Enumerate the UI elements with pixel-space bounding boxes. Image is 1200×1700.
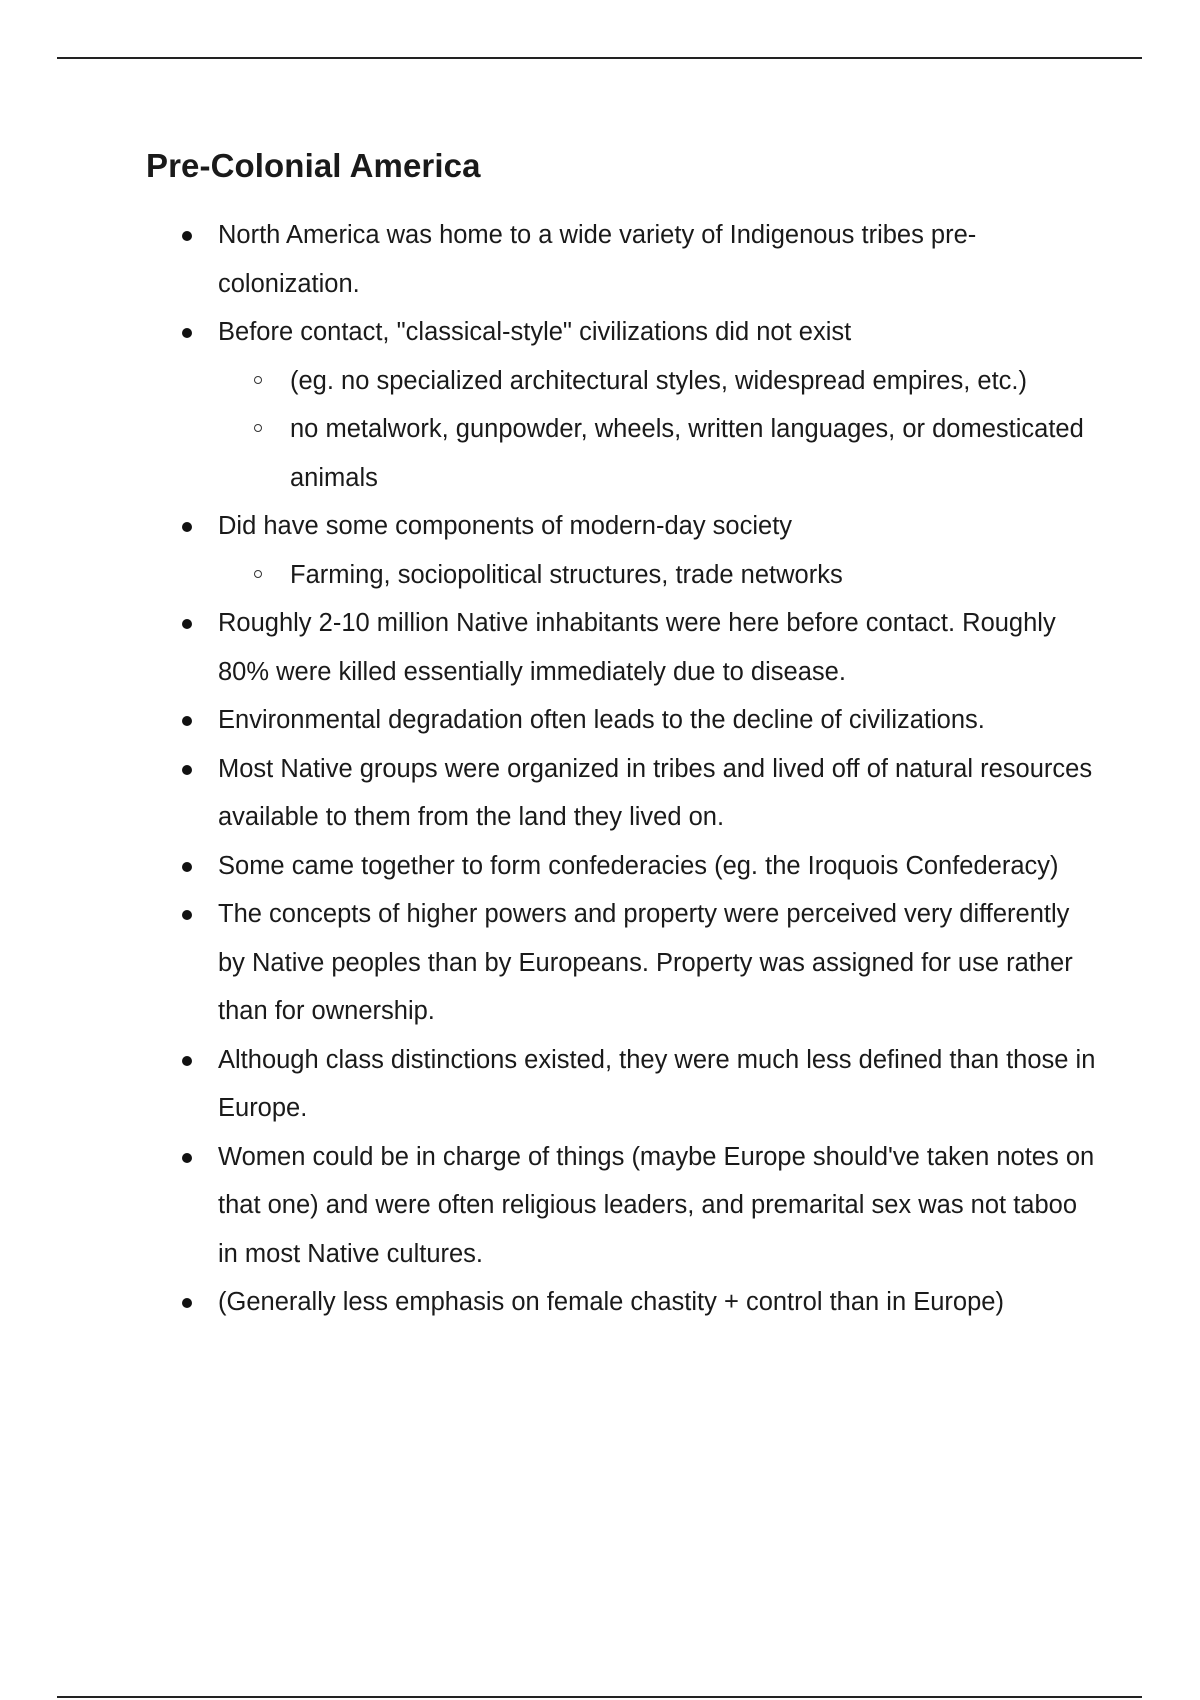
sub-list	[218, 551, 1096, 600]
list-item-text: (Generally less emphasis on female chastity + control than in Europe)	[218, 1288, 1004, 1316]
list-item	[146, 842, 1096, 891]
sub-list-item	[218, 551, 1096, 600]
bullet-icon	[182, 1153, 192, 1163]
bullet-icon	[182, 328, 192, 338]
list-item	[146, 1036, 1096, 1133]
bullet-list	[146, 211, 1096, 1327]
list-item-text: Women could be in charge of things (maybe Europe should've taken notes on that one) and were often religious leaders, and premarital sex was not taboo in most Native cultures.	[218, 1142, 1095, 1268]
page-title: Pre-Colonial America	[146, 147, 481, 184]
list-item-text: North America was home to a wide variety of Indigenous tribes pre-colonization.	[218, 221, 977, 298]
list-item	[146, 1278, 1096, 1327]
sub-list-item-text: no metalwork, gunpowder, wheels, written languages, or domesticated animals	[290, 415, 1084, 492]
list-item	[146, 745, 1096, 842]
list-item	[146, 599, 1096, 696]
top-divider	[57, 57, 1142, 59]
list-item	[146, 1133, 1096, 1279]
bullet-icon	[182, 716, 192, 726]
list-item-text: Some came together to form confederacies (eg. the Iroquois Confederacy)	[218, 851, 1059, 880]
sub-list-item-text: Farming, sociopolitical structures, trade networks	[290, 560, 843, 589]
bullet-icon	[182, 862, 192, 872]
list-item-text: Most Native groups were organized in tribes and lived off of natural resources available to them from the land they lived on.	[218, 754, 1093, 831]
bullet-icon	[182, 910, 192, 920]
list-item	[146, 211, 1096, 308]
list-item-text: The concepts of higher powers and property were perceived very differently by Native peoples than by Europeans. Property was assigned for use rather than for ownership.	[218, 900, 1073, 1025]
list-item	[146, 696, 1096, 745]
hollow-bullet-icon	[254, 424, 262, 432]
bullet-icon	[182, 765, 192, 775]
sub-list-item-text: (eg. no specialized architectural styles, widespread empires, etc.)	[290, 366, 1027, 395]
hollow-bullet-icon	[254, 376, 262, 384]
hollow-bullet-icon	[254, 570, 262, 578]
bullet-icon	[182, 1056, 192, 1066]
list-item-text: Did have some components of modern-day society	[218, 512, 793, 540]
bottom-divider	[57, 1696, 1142, 1698]
list-item	[146, 502, 1096, 599]
list-item-text: Although class distinctions existed, they were much less defined than those in Europe.	[218, 1045, 1096, 1122]
bullet-icon	[182, 231, 192, 241]
list-item-text: Environmental degradation often leads to the decline of civilizations.	[218, 706, 985, 734]
list-item	[146, 308, 1096, 502]
list-item	[146, 890, 1096, 1036]
sub-list	[218, 357, 1096, 503]
list-item-text: Roughly 2-10 million Native inhabitants were here before contact. Roughly 80% were killed essentially immediately due to disease.	[218, 609, 1056, 686]
bullet-icon	[182, 619, 192, 629]
bullet-icon	[182, 522, 192, 532]
sub-list-item	[218, 357, 1096, 406]
bullet-icon	[182, 1298, 192, 1308]
page-content	[146, 140, 1096, 1327]
list-item-text: Before contact, "classical-style" civilizations did not exist	[218, 318, 852, 346]
sub-list-item	[218, 405, 1096, 502]
